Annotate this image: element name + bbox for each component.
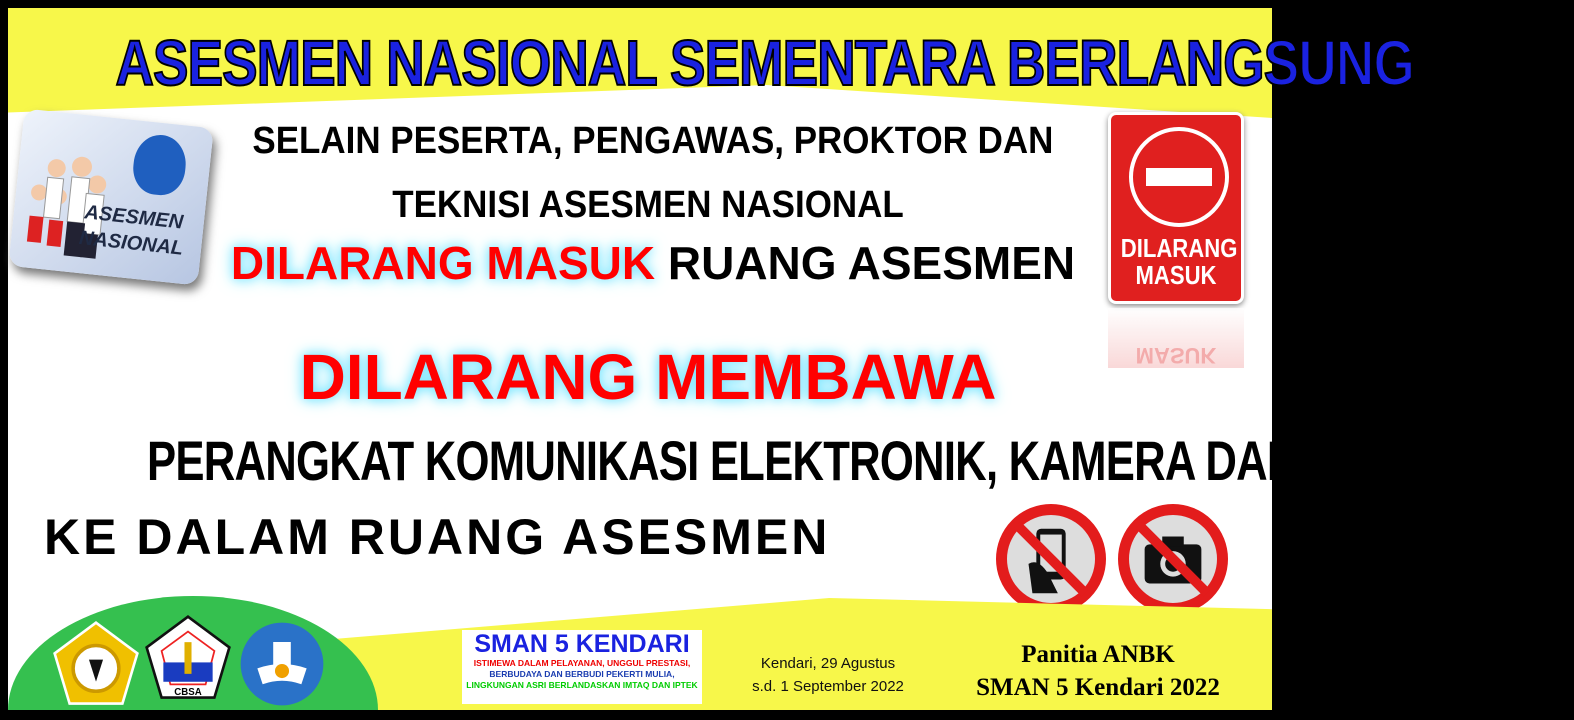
poster — [8, 8, 1574, 710]
notice-line-3 — [203, 236, 1103, 290]
committee-signature — [948, 638, 1248, 704]
ruang-asesmen-text: RUANG ASESMEN — [655, 237, 1076, 289]
sman5-kendari-logo — [144, 614, 232, 702]
committee-line-2: SMAN 5 Kendari 2022 — [976, 674, 1220, 701]
event-date — [733, 652, 923, 698]
no-entry-icon — [1129, 127, 1229, 227]
notice-line-1: SELAIN PESERTA, PENGAWAS, PROKTOR DAN — [252, 120, 1054, 162]
prohibition-place: KE DALAM RUANG ASESMEN — [44, 509, 831, 565]
dilarang-masuk-text: DILARANG MASUK — [230, 237, 656, 289]
prohibition-heading: DILARANG MEMBAWA — [299, 341, 997, 413]
notice-line-2: TEKNISI ASESMEN NASIONAL — [392, 184, 904, 226]
school-name: SMAN 5 KENDARI — [474, 630, 690, 658]
tut-wuri-handayani-logo — [238, 620, 326, 708]
motto-line-2: BERBUDAYA DAN BERBUDI PEKERTI MULIA, — [489, 669, 675, 679]
motto-line-3: LINGKUNGAN ASRI BERLANDASKAN IMTAQ DAN IPTEK — [466, 680, 698, 690]
sign-reflection: MASUK — [1108, 308, 1244, 368]
poster-title: ASESMEN NASIONAL SEMENTARA BERLANGSUNG — [115, 27, 1414, 99]
tut-wuri-handayani-logo-small — [131, 132, 189, 197]
no-phone-icon — [996, 504, 1106, 614]
prohibited-items: PERANGKAT KOMUNIKASI ELEKTRONIK, KAMERA DAN SEJENISNYA — [147, 429, 1574, 492]
committee-line-1: Panitia ANBK — [1021, 641, 1175, 668]
asesmen-nasional-logo — [8, 109, 213, 286]
sign-line1: DILARANG — [1120, 233, 1238, 263]
sign-line2: MASUK — [1135, 260, 1217, 291]
no-entry-sign-text — [1120, 233, 1238, 291]
cbsa-text: CBSA — [174, 686, 202, 698]
logo-text-line1: ASESMEN — [83, 201, 185, 234]
date-line-1: Kendari, 29 Agustus — [760, 655, 896, 672]
asesmen-nasional-logo-text — [78, 199, 187, 262]
motto-line-1: ISTIMEWA DALAM PELAYANAN, UNGGUL PRESTASI, — [473, 658, 691, 668]
school-motto-box — [462, 630, 702, 704]
sulawesi-tenggara-logo — [52, 620, 140, 708]
no-entry-sign — [1108, 112, 1244, 304]
logo-text-line2: NASIONAL — [77, 226, 185, 260]
no-camera-icon — [1118, 504, 1228, 614]
date-line-2: s.d. 1 September 2022 — [752, 678, 904, 695]
